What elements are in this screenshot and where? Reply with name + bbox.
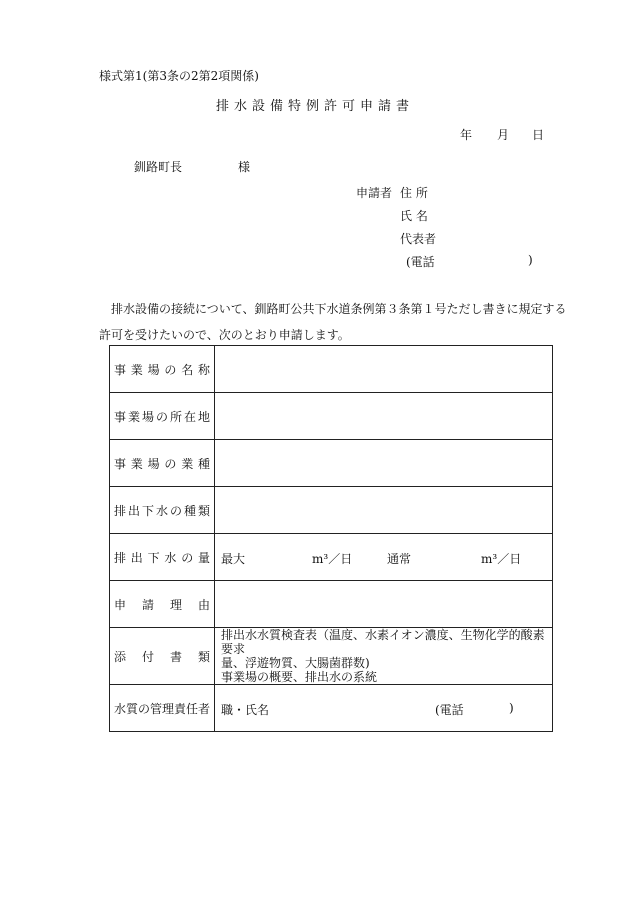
volume-normal-unit: m³／日	[481, 552, 522, 566]
attachment-line: 事業場の概要、排出水の系統	[221, 670, 378, 684]
volume-normal-label: 通常	[387, 552, 412, 566]
manager-phone-open: (電話	[435, 703, 464, 717]
table-row	[110, 346, 553, 393]
reason-field[interactable]	[215, 581, 553, 628]
table-row	[110, 685, 553, 732]
applicant-name-label: 氏 名	[400, 209, 428, 223]
applicant-address-label: 住 所	[400, 186, 428, 200]
table-row	[110, 393, 553, 440]
table-row	[110, 581, 553, 628]
applicant-phone-open: (電話	[406, 255, 435, 269]
applicant-representative-label: 代表者	[400, 232, 437, 246]
date-month: 月	[497, 128, 510, 142]
sewage-kind-field[interactable]	[215, 487, 553, 534]
addressee-honorific: 様	[238, 160, 251, 174]
table-row	[110, 534, 553, 581]
row-label-attachments: 添付書類	[114, 649, 210, 664]
row-label-business-type: 事業場の業種	[114, 456, 210, 471]
attachments-field	[215, 628, 553, 685]
table-row	[110, 440, 553, 487]
row-label-sewage-kind: 排出下水の種類	[114, 503, 210, 518]
date-year: 年	[460, 128, 473, 142]
date-day: 日	[532, 128, 545, 142]
volume-max-label: 最大	[221, 552, 246, 566]
row-label-reason: 申請理由	[114, 597, 210, 612]
business-name-field[interactable]	[215, 346, 553, 393]
form-number: 様式第1(第3条の2第2項関係)	[99, 69, 259, 83]
application-table	[109, 345, 553, 732]
row-label-manager: 水質の管理責任者	[113, 701, 210, 716]
row-label-business-name: 事業場の名称	[114, 362, 210, 377]
business-type-field[interactable]	[215, 440, 553, 487]
row-label-business-location: 事業場の所在地	[114, 409, 210, 424]
attachment-line: 排出水水質検査表（温度、水素イオン濃度、生物化学的酸素要求	[221, 628, 545, 656]
applicant-label: 申請者	[356, 186, 393, 200]
addressee-name: 釧路町長	[134, 160, 183, 174]
row-label-sewage-volume: 排出下水の量	[114, 550, 210, 565]
manager-phone-close: )	[509, 701, 514, 715]
applicant-phone-close: )	[528, 253, 533, 267]
manager-title-name-label: 職・氏名	[221, 703, 270, 717]
sewage-volume-field[interactable]	[215, 534, 553, 581]
business-location-field[interactable]	[215, 393, 553, 440]
table-row	[110, 487, 553, 534]
page-title: 排水設備特例許可申請書	[215, 99, 414, 114]
intro-text: 排水設備の接続について、釧路町公共下水道条例第３条第１号ただし書きに規定する許可を受けたいので、次のとおり申請します。	[99, 302, 567, 342]
table-row	[110, 628, 553, 685]
attachment-line: 量、浮遊物質、大腸菌群数)	[221, 656, 370, 670]
volume-max-unit: m³／日	[312, 552, 353, 566]
manager-field[interactable]	[215, 685, 553, 732]
